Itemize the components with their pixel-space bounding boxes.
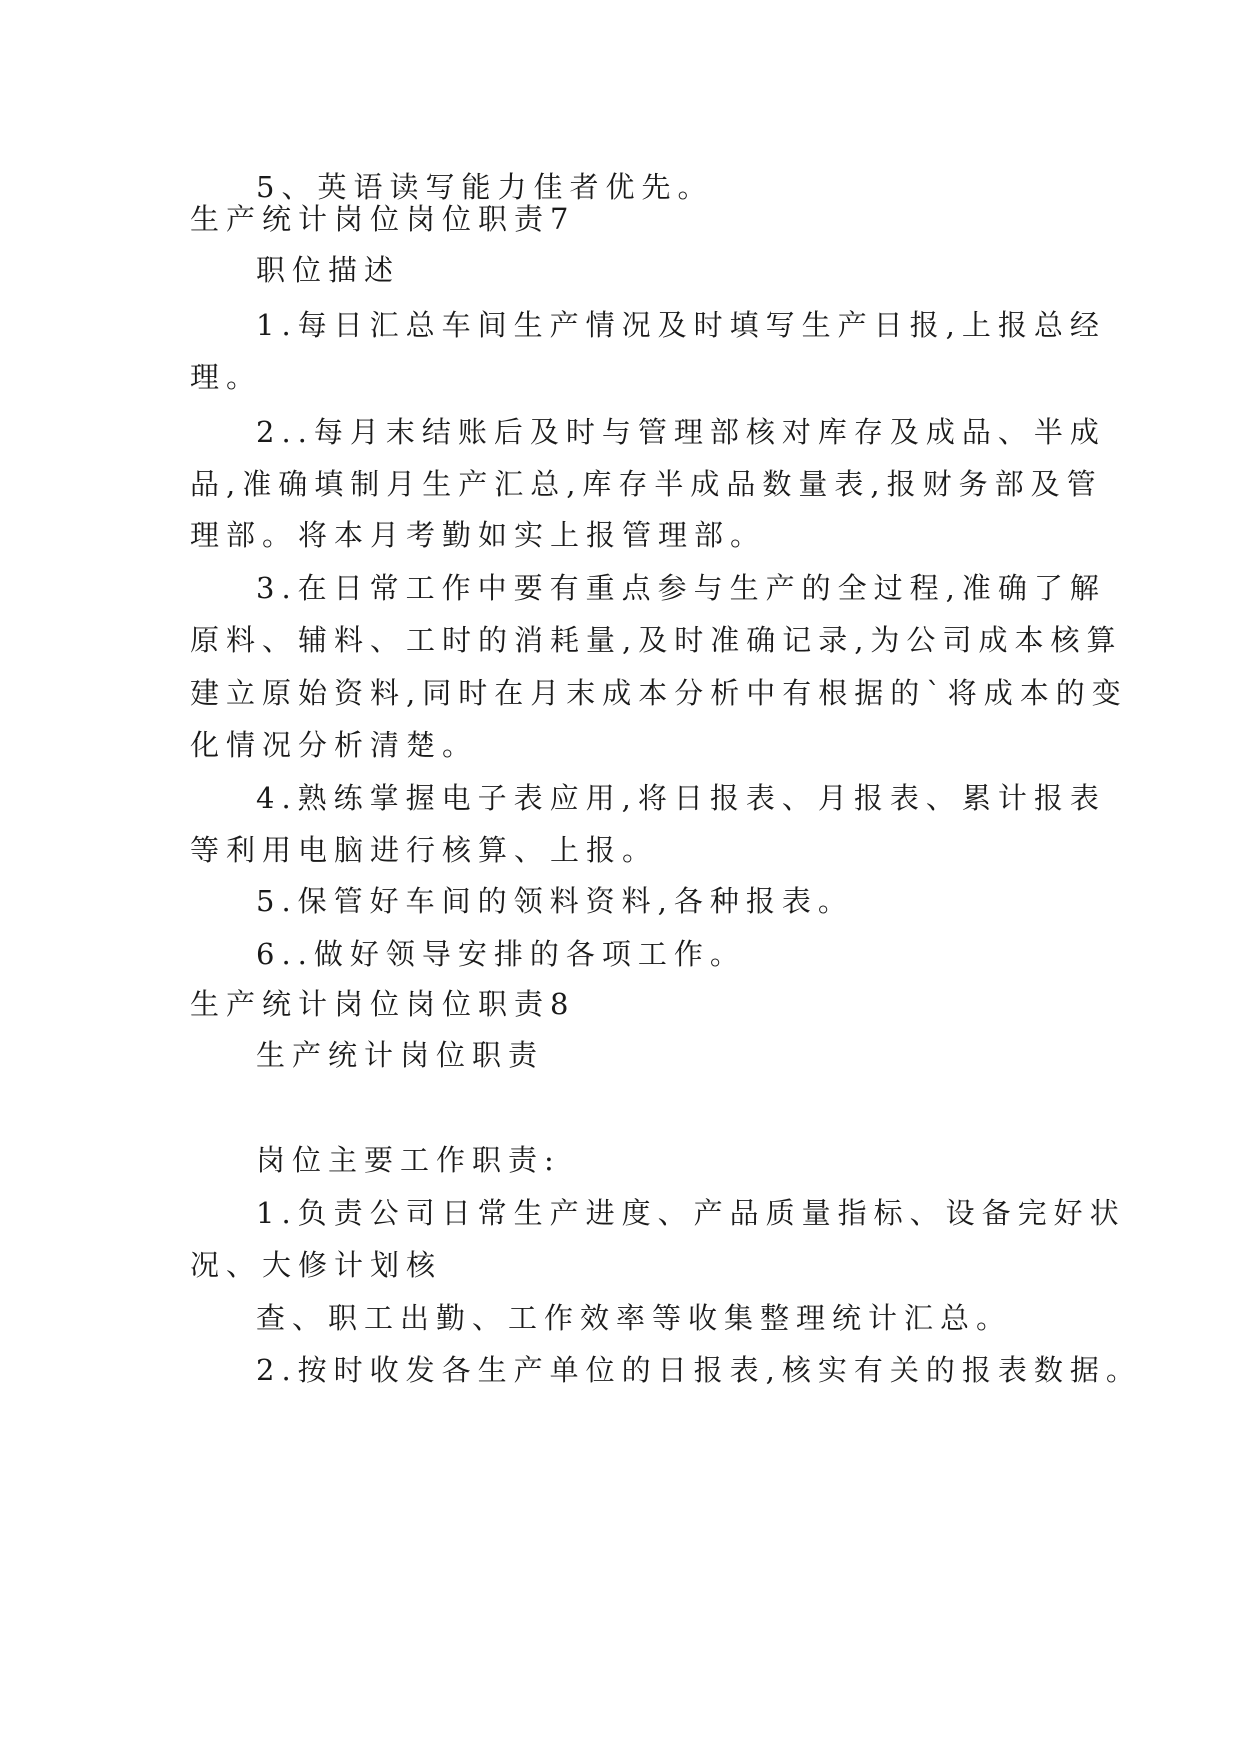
paragraph-line: 3.在日常工作中要有重点参与生产的全过程,准确了解 (256, 571, 1106, 605)
paragraph-line: 岗位主要工作职责: (256, 1143, 561, 1177)
subheading: 生产统计岗位职责 (256, 1038, 545, 1072)
paragraph-line: 原料、辅料、工时的消耗量,及时准确记录,为公司成本核算 (190, 623, 1123, 657)
paragraph-line: 理部。将本月考勤如实上报管理部。 (190, 518, 767, 552)
paragraph-line: 5、英语读写能力佳者优先。 (256, 170, 714, 204)
paragraph-line: 2..每月末结账后及时与管理部核对库存及成品、半成 (256, 415, 1106, 449)
section-heading: 生产统计岗位岗位职责7 (190, 202, 576, 236)
paragraph-line: 理。 (190, 360, 263, 394)
paragraph-line: 1.负责公司日常生产进度、产品质量指标、设备完好状 (256, 1196, 1126, 1230)
paragraph-line: 1.每日汇总车间生产情况及时填写生产日报,上报总经 (256, 308, 1106, 342)
paragraph-line: 5.保管好车间的领料资料,各种报表。 (256, 884, 854, 918)
paragraph-line: 品,准确填制月生产汇总,库存半成品数量表,报财务部及管 (190, 467, 1103, 501)
paragraph-line: 6..做好领导安排的各项工作。 (256, 937, 746, 971)
paragraph-line: 等利用电脑进行核算、上报。 (190, 833, 659, 867)
paragraph-line: 2.按时收发各生产单位的日报表,核实有关的报表数据。 (256, 1353, 1142, 1387)
paragraph-line: 建立原始资料,同时在月末成本分析中有根据的`将成本的变 (190, 676, 1128, 710)
paragraph-line: 化情况分析清楚。 (190, 728, 479, 762)
paragraph-line: 查、职工出勤、工作效率等收集整理统计汇总。 (256, 1301, 1013, 1335)
paragraph-line: 4.熟练掌握电子表应用,将日报表、月报表、累计报表 (256, 781, 1106, 815)
subheading: 职位描述 (256, 253, 401, 287)
section-heading: 生产统计岗位岗位职责8 (190, 987, 576, 1021)
paragraph-line: 况、大修计划核 (190, 1248, 443, 1282)
